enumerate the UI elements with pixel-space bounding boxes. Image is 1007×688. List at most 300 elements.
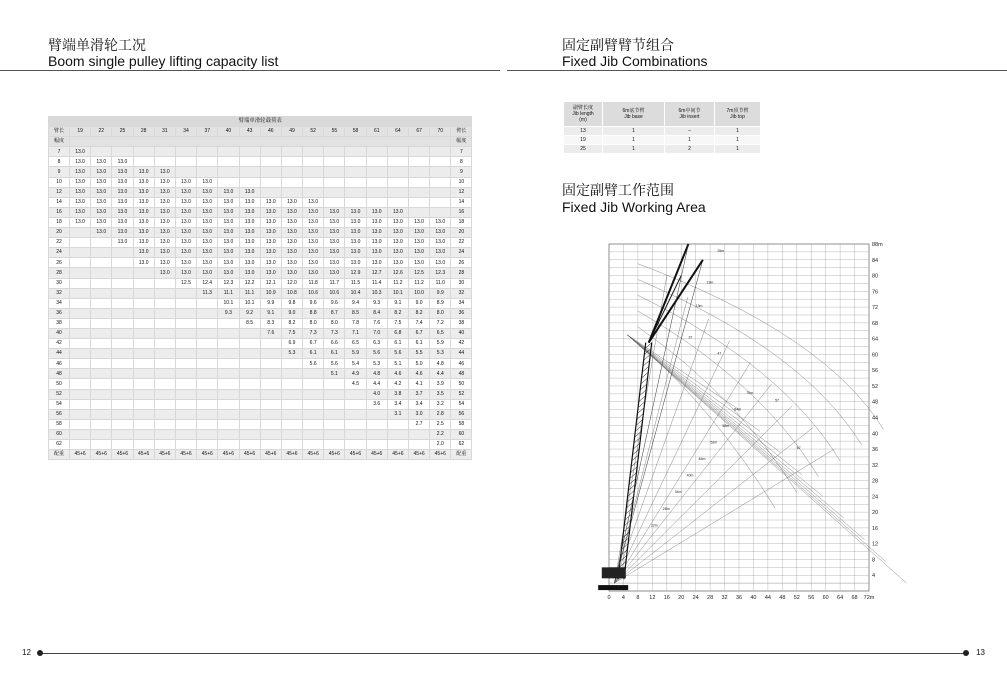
capacity-cell: 13.0 bbox=[239, 197, 260, 207]
y-tick-label: 52 bbox=[872, 383, 879, 390]
boom-length-header: 55 bbox=[324, 127, 345, 137]
capacity-cell: 9.3 bbox=[366, 298, 387, 308]
capacity-cell: 6.5 bbox=[430, 328, 451, 338]
capacity-cell: 12.1 bbox=[260, 278, 281, 288]
capacity-cell: 13.0 bbox=[218, 268, 239, 278]
capacity-cell: 9.3 bbox=[218, 308, 239, 318]
capacity-cell: 4.6 bbox=[409, 369, 430, 379]
radius-cell-right: 48 bbox=[451, 369, 472, 379]
capacity-cell: 12.2 bbox=[239, 278, 260, 288]
capacity-cell: 13.0 bbox=[133, 197, 154, 207]
capacity-cell: 13.0 bbox=[345, 258, 366, 268]
radius-cell: 56 bbox=[49, 409, 70, 419]
capacity-cell: 13.0 bbox=[409, 258, 430, 268]
capacity-cell: 13.0 bbox=[70, 187, 91, 197]
capacity-cell: 13.0 bbox=[197, 228, 218, 238]
capacity-cell: 13.0 bbox=[345, 228, 366, 238]
x-tick-label: 36 bbox=[735, 595, 743, 601]
boom-length-header: 46 bbox=[260, 127, 281, 137]
capacity-cell: 13.0 bbox=[154, 258, 175, 268]
capacity-cell: 13.0 bbox=[281, 238, 302, 248]
capacity-cell: 9.0 bbox=[409, 298, 430, 308]
x-tick-label: 44 bbox=[764, 595, 771, 601]
boom-length-label: 46m bbox=[698, 457, 706, 462]
capacity-cell: 13.0 bbox=[430, 258, 451, 268]
capacity-cell: 13.0 bbox=[112, 187, 133, 197]
capacity-cell: 11.1 bbox=[239, 288, 260, 298]
capacity-cell: 3.6 bbox=[366, 399, 387, 409]
capacity-cell: 12.3 bbox=[218, 278, 239, 288]
boom-length-header: 49 bbox=[281, 127, 302, 137]
config-cell: 45+6 bbox=[387, 450, 408, 460]
x-tick-label: 28 bbox=[707, 595, 714, 601]
y-tick-label: 4 bbox=[872, 573, 876, 580]
capacity-cell: 6.1 bbox=[303, 349, 324, 359]
x-tick-label: 0 bbox=[607, 595, 611, 601]
capacity-cell: 13.0 bbox=[260, 248, 281, 258]
radius-cell-right: 12 bbox=[451, 187, 472, 197]
config-label: 配重 bbox=[49, 450, 70, 460]
capacity-cell: 4.8 bbox=[430, 359, 451, 369]
capacity-cell: 13.0 bbox=[303, 258, 324, 268]
y-tick-label: 8 bbox=[872, 557, 876, 564]
capacity-cell: 7.0 bbox=[366, 328, 387, 338]
capacity-cell: 11.5 bbox=[345, 278, 366, 288]
config-cell: 45+6 bbox=[91, 450, 112, 460]
header-line: (m) bbox=[579, 117, 587, 123]
capacity-cell: 13.0 bbox=[112, 207, 133, 217]
capacity-cell: 13.0 bbox=[91, 177, 112, 187]
capacity-cell: 8.2 bbox=[409, 308, 430, 318]
capacity-cell: 8.5 bbox=[239, 318, 260, 328]
capacity-cell: 2.8 bbox=[430, 409, 451, 419]
capacity-cell: 9.4 bbox=[345, 298, 366, 308]
radius-cell-right: 36 bbox=[451, 308, 472, 318]
boom-length-header: 22 bbox=[91, 127, 112, 137]
capacity-cell: 7.3 bbox=[303, 328, 324, 338]
capacity-cell: 13.0 bbox=[430, 217, 451, 227]
x-tick-label: 20 bbox=[678, 595, 685, 601]
x-tick-label: 32 bbox=[721, 595, 728, 601]
capacity-cell: 13.0 bbox=[260, 197, 281, 207]
capacity-cell: 13.0 bbox=[175, 187, 196, 197]
capacity-cell: 13.0 bbox=[133, 167, 154, 177]
jib-table-cell: 19 bbox=[564, 136, 603, 145]
capacity-cell: 13.0 bbox=[133, 187, 154, 197]
capacity-cell: 13.0 bbox=[239, 217, 260, 227]
capacity-cell: 13.0 bbox=[239, 268, 260, 278]
capacity-cell: 4.5 bbox=[345, 379, 366, 389]
capacity-cell: 13.0 bbox=[154, 228, 175, 238]
boom-length-header: 37 bbox=[197, 127, 218, 137]
capacity-cell: 13.0 bbox=[91, 217, 112, 227]
radius-cell: 7 bbox=[49, 147, 70, 157]
config-cell: 45+6 bbox=[324, 450, 345, 460]
jib-table-cell: 1 bbox=[715, 127, 761, 136]
boom-length-label: 64m bbox=[734, 407, 742, 412]
capacity-cell: 13.0 bbox=[303, 238, 324, 248]
capacity-cell: 8.0 bbox=[430, 308, 451, 318]
capacity-cell: 13.0 bbox=[345, 248, 366, 258]
capacity-cell: 13.0 bbox=[281, 268, 302, 278]
capacity-cell: 13.0 bbox=[197, 197, 218, 207]
capacity-cell: 13.0 bbox=[175, 177, 196, 187]
radius-cell: 48 bbox=[49, 369, 70, 379]
capacity-cell: 13.0 bbox=[133, 217, 154, 227]
boom-length-header: 28 bbox=[133, 127, 154, 137]
config-cell: 45+6 bbox=[281, 450, 302, 460]
x-tick-label: 60 bbox=[822, 595, 829, 601]
capacity-cell: 9.6 bbox=[324, 298, 345, 308]
capacity-cell: 4.2 bbox=[387, 379, 408, 389]
capacity-cell: 12.6 bbox=[387, 268, 408, 278]
capacity-cell: 13.0 bbox=[239, 187, 260, 197]
capacity-cell: 13.0 bbox=[70, 167, 91, 177]
capacity-cell: 5.6 bbox=[387, 349, 408, 359]
radius-cell: 10 bbox=[49, 177, 70, 187]
capacity-cell: 13.0 bbox=[112, 197, 133, 207]
y-tick-label: 48 bbox=[872, 399, 879, 406]
jib-table-cell: 25 bbox=[564, 145, 603, 154]
capacity-cell: 6.5 bbox=[345, 339, 366, 349]
capacity-cell: 10.6 bbox=[324, 288, 345, 298]
capacity-cell: 13.0 bbox=[387, 207, 408, 217]
capacity-cell: 13.0 bbox=[218, 238, 239, 248]
capacity-cell: 10.4 bbox=[345, 288, 366, 298]
radius-cell-right: 32 bbox=[451, 288, 472, 298]
radius-cell-right: 62 bbox=[451, 440, 472, 450]
capacity-cell: 9.8 bbox=[281, 298, 302, 308]
radius-cell: 20 bbox=[49, 228, 70, 238]
capacity-cell: 13.0 bbox=[239, 248, 260, 258]
radius-cell-right: 26 bbox=[451, 258, 472, 268]
capacity-cell: 13.0 bbox=[366, 248, 387, 258]
radius-cell-right: 22 bbox=[451, 238, 472, 248]
capacity-cell: 11.1 bbox=[218, 288, 239, 298]
capacity-cell: 13.0 bbox=[430, 248, 451, 258]
header-line: 副臂长度 bbox=[572, 105, 593, 111]
capacity-cell: 9.1 bbox=[260, 308, 281, 318]
radius-cell: 30 bbox=[49, 278, 70, 288]
y-tick-label: 80 bbox=[872, 273, 879, 280]
capacity-cell: 13.0 bbox=[303, 248, 324, 258]
x-tick-label: 64 bbox=[837, 595, 844, 601]
capacity-cell: 13.0 bbox=[260, 228, 281, 238]
capacity-cell: 5.3 bbox=[430, 349, 451, 359]
y-tick-label: 40 bbox=[872, 431, 879, 438]
capacity-cell: 3.7 bbox=[409, 389, 430, 399]
capacity-cell: 13.0 bbox=[281, 197, 302, 207]
capacity-cell: 4.4 bbox=[366, 379, 387, 389]
jib-length-label: 13m bbox=[695, 304, 703, 309]
capacity-cell: 13.0 bbox=[324, 238, 345, 248]
radius-cell: 26 bbox=[49, 258, 70, 268]
capacity-cell: 13.0 bbox=[303, 197, 324, 207]
boom-length-header: 52 bbox=[303, 127, 324, 137]
capacity-cell: 13.0 bbox=[260, 238, 281, 248]
y-tick-label: 88m bbox=[872, 242, 883, 248]
header-line: Jib top bbox=[730, 114, 745, 120]
capacity-cell: 13.0 bbox=[366, 258, 387, 268]
range-line bbox=[614, 449, 834, 583]
capacity-cell: 13.0 bbox=[281, 217, 302, 227]
capacity-cell: 13.0 bbox=[112, 167, 133, 177]
capacity-cell: 13.0 bbox=[197, 248, 218, 258]
capacity-cell: 11.2 bbox=[409, 278, 430, 288]
area-title-en: Fixed Jib Working Area bbox=[562, 199, 706, 215]
radius-cell-right: 30 bbox=[451, 278, 472, 288]
capacity-cell: 13.0 bbox=[91, 197, 112, 207]
capacity-cell: 11.4 bbox=[366, 278, 387, 288]
y-tick-label: 32 bbox=[872, 462, 879, 469]
capacity-cell: 5.6 bbox=[303, 359, 324, 369]
radius-cell-right: 56 bbox=[451, 409, 472, 419]
capacity-cell: 13.0 bbox=[260, 217, 281, 227]
radius-cell-right: 58 bbox=[451, 419, 472, 429]
capacity-cell: 13.0 bbox=[154, 207, 175, 217]
y-tick-label: 60 bbox=[872, 352, 879, 359]
radius-cell: 44 bbox=[49, 349, 70, 359]
radius-cell: 16 bbox=[49, 207, 70, 217]
capacity-cell: 3.4 bbox=[387, 399, 408, 409]
capacity-cell: 13.0 bbox=[112, 217, 133, 227]
x-tick-label: 52 bbox=[793, 595, 800, 601]
radius-cell-right: 28 bbox=[451, 268, 472, 278]
y-tick-label: 84 bbox=[872, 257, 879, 264]
capacity-cell: 9.1 bbox=[387, 298, 408, 308]
config-cell: 45+6 bbox=[218, 450, 239, 460]
capacity-cell: 6.9 bbox=[281, 339, 302, 349]
capacity-cell: 13.0 bbox=[260, 258, 281, 268]
radius-cell: 8 bbox=[49, 157, 70, 167]
radius-cell: 38 bbox=[49, 318, 70, 328]
capacity-cell: 11.3 bbox=[197, 288, 218, 298]
radius-cell-right: 10 bbox=[451, 177, 472, 187]
capacity-cell: 9.6 bbox=[303, 298, 324, 308]
capacity-cell: 13.0 bbox=[175, 248, 196, 258]
config-cell: 45+6 bbox=[197, 450, 218, 460]
capacity-cell: 13.0 bbox=[197, 217, 218, 227]
capacity-cell: 13.0 bbox=[409, 228, 430, 238]
capacity-cell: 5.9 bbox=[430, 339, 451, 349]
boom-length-label: 22m bbox=[650, 523, 658, 528]
capacity-cell: 13.0 bbox=[175, 238, 196, 248]
capacity-cell: 13.0 bbox=[133, 238, 154, 248]
capacity-cell: 13.0 bbox=[218, 187, 239, 197]
footer-dot-right bbox=[963, 650, 969, 656]
capacity-cell: 4.9 bbox=[345, 369, 366, 379]
radius-cell-right: 44 bbox=[451, 349, 472, 359]
config-cell: 45+6 bbox=[70, 450, 91, 460]
config-cell: 45+6 bbox=[366, 450, 387, 460]
capacity-cell: 13.0 bbox=[218, 197, 239, 207]
boom-length-header: 58 bbox=[345, 127, 366, 137]
radius-label-right: 幅度 bbox=[451, 137, 472, 147]
radius-cell: 28 bbox=[49, 268, 70, 278]
capacity-cell: 13.0 bbox=[154, 248, 175, 258]
boom-length-header: 25 bbox=[112, 127, 133, 137]
capacity-cell: 13.0 bbox=[239, 228, 260, 238]
capacity-cell: 8.8 bbox=[303, 308, 324, 318]
capacity-cell: 8.3 bbox=[260, 318, 281, 328]
radius-cell-right: 16 bbox=[451, 207, 472, 217]
capacity-cell: 10.8 bbox=[281, 288, 302, 298]
jib-table-cell: 1 bbox=[665, 136, 715, 145]
y-tick-label: 44 bbox=[872, 415, 879, 422]
capacity-cell: 13.0 bbox=[70, 207, 91, 217]
radius-cell: 46 bbox=[49, 359, 70, 369]
capacity-cell: 13.0 bbox=[133, 248, 154, 258]
boom-length-header: 43 bbox=[239, 127, 260, 137]
capacity-cell: 13.0 bbox=[324, 268, 345, 278]
capacity-cell: 13.0 bbox=[154, 217, 175, 227]
config-cell: 45+6 bbox=[239, 450, 260, 460]
y-tick-label: 68 bbox=[872, 320, 879, 327]
capacity-cell: 13.0 bbox=[133, 258, 154, 268]
capacity-cell: 13.0 bbox=[218, 217, 239, 227]
capacity-cell: 3.4 bbox=[409, 399, 430, 409]
arc-label: 47 bbox=[717, 351, 722, 356]
arc-label: 37 bbox=[688, 335, 693, 340]
config-cell: 45+6 bbox=[260, 450, 281, 460]
radius-label: 幅度 bbox=[49, 137, 70, 147]
capacity-cell: 3.9 bbox=[430, 379, 451, 389]
capacity-cell: 13.0 bbox=[91, 157, 112, 167]
capacity-cell: 10.1 bbox=[218, 298, 239, 308]
boom-length-header: 19 bbox=[70, 127, 91, 137]
radius-cell-right: 52 bbox=[451, 389, 472, 399]
capacity-cell: 8.2 bbox=[387, 308, 408, 318]
capacity-cell: 13.0 bbox=[218, 207, 239, 217]
capacity-cell: 13.0 bbox=[324, 258, 345, 268]
radius-cell: 60 bbox=[49, 429, 70, 439]
y-tick-label: 76 bbox=[872, 289, 879, 296]
x-tick-label: 48 bbox=[779, 595, 786, 601]
capacity-cell: 13.0 bbox=[175, 197, 196, 207]
capacity-cell: 13.0 bbox=[91, 167, 112, 177]
capacity-cell: 4.1 bbox=[409, 379, 430, 389]
radius-cell-right: 7 bbox=[451, 147, 472, 157]
capacity-cell: 13.0 bbox=[366, 228, 387, 238]
boom-length-label: 70m bbox=[746, 390, 754, 395]
range-line bbox=[614, 427, 813, 583]
capacity-cell: 13.0 bbox=[197, 258, 218, 268]
capacity-cell: 4.8 bbox=[366, 369, 387, 379]
capacity-cell: 10.0 bbox=[409, 288, 430, 298]
capacity-cell: 13.0 bbox=[387, 217, 408, 227]
range-line bbox=[627, 335, 823, 497]
capacity-cell: 5.1 bbox=[387, 359, 408, 369]
capacity-cell: 13.0 bbox=[70, 177, 91, 187]
boom-length-header: 40 bbox=[218, 127, 239, 137]
area-title-cn: 固定副臂工作范围 bbox=[562, 183, 674, 199]
capacity-cell: 3.2 bbox=[430, 399, 451, 409]
header-line: Jib base bbox=[624, 114, 643, 120]
capacity-cell: 12.4 bbox=[197, 278, 218, 288]
radius-cell: 12 bbox=[49, 187, 70, 197]
capacity-cell: 13.0 bbox=[303, 217, 324, 227]
capacity-cell: 13.0 bbox=[239, 258, 260, 268]
capacity-cell: 13.0 bbox=[175, 268, 196, 278]
capacity-cell: 6.8 bbox=[387, 328, 408, 338]
capacity-cell: 13.0 bbox=[281, 248, 302, 258]
capacity-cell: 9.2 bbox=[239, 308, 260, 318]
capacity-cell: 13.0 bbox=[133, 228, 154, 238]
config-cell: 45+6 bbox=[303, 450, 324, 460]
config-label-right: 配重 bbox=[451, 450, 472, 460]
capacity-cell: 13.0 bbox=[324, 217, 345, 227]
capacity-cell: 13.0 bbox=[154, 238, 175, 248]
x-tick-label: 24 bbox=[692, 595, 699, 601]
capacity-cell: 9.9 bbox=[260, 298, 281, 308]
capacity-cell: 2.2 bbox=[430, 429, 451, 439]
capacity-cell: 13.0 bbox=[260, 268, 281, 278]
capacity-cell: 8.7 bbox=[324, 308, 345, 318]
jib-length-label: 25m bbox=[717, 248, 725, 253]
capacity-cell: 12.9 bbox=[345, 268, 366, 278]
jib-table-cell: 1 bbox=[603, 145, 665, 154]
capacity-cell: 13.0 bbox=[239, 238, 260, 248]
capacity-cell: 13.0 bbox=[175, 228, 196, 238]
radius-cell: 24 bbox=[49, 248, 70, 258]
right-title-cn: 固定副臂臂节组合 bbox=[562, 38, 674, 54]
capacity-cell: 6.7 bbox=[409, 328, 430, 338]
capacity-cell: 5.9 bbox=[345, 349, 366, 359]
boom-length-label: 40m bbox=[686, 473, 694, 478]
radius-cell-right: 38 bbox=[451, 318, 472, 328]
y-tick-label: 36 bbox=[872, 447, 879, 454]
radius-cell: 42 bbox=[49, 339, 70, 349]
capacity-cell: 11.0 bbox=[430, 278, 451, 288]
footer-dot-left bbox=[37, 650, 43, 656]
radius-cell: 50 bbox=[49, 379, 70, 389]
capacity-cell: 13.0 bbox=[281, 228, 302, 238]
capacity-cell: 13.0 bbox=[197, 238, 218, 248]
boom-length-header: 31 bbox=[154, 127, 175, 137]
capacity-cell: 10.6 bbox=[303, 288, 324, 298]
header-line: 7m顶节臂 bbox=[726, 108, 749, 114]
capacity-cell: 13.0 bbox=[387, 248, 408, 258]
capacity-cell: 6.1 bbox=[324, 349, 345, 359]
capacity-table-caption: 臂端单滑轮载荷表 bbox=[49, 117, 472, 127]
x-tick-label: 56 bbox=[808, 595, 815, 601]
radius-cell: 34 bbox=[49, 298, 70, 308]
capacity-cell: 13.0 bbox=[70, 157, 91, 167]
page-number-right: 13 bbox=[976, 648, 985, 657]
radius-cell-right: 54 bbox=[451, 399, 472, 409]
radius-cell: 52 bbox=[49, 389, 70, 399]
capacity-cell: 13.0 bbox=[387, 258, 408, 268]
radius-cell-right: 8 bbox=[451, 157, 472, 167]
boom-length-label: 34m bbox=[674, 490, 682, 495]
boom-length-label: 58m bbox=[722, 423, 730, 428]
capacity-cell: 8.0 bbox=[303, 318, 324, 328]
capacity-cell: 13.0 bbox=[218, 258, 239, 268]
crane-body bbox=[602, 567, 626, 578]
capacity-cell: 8.9 bbox=[430, 298, 451, 308]
capacity-cell: 7.5 bbox=[281, 328, 302, 338]
corner-label: 臂长 bbox=[49, 127, 70, 137]
y-tick-label: 12 bbox=[872, 541, 879, 548]
jib-table-cell: – bbox=[665, 127, 715, 136]
capacity-cell: 13.0 bbox=[366, 238, 387, 248]
capacity-cell: 13.0 bbox=[409, 217, 430, 227]
capacity-cell: 13.0 bbox=[91, 207, 112, 217]
jib-table-cell: 1 bbox=[715, 136, 761, 145]
boom-length-label: 28m bbox=[662, 506, 670, 511]
x-tick-label: 68 bbox=[851, 595, 858, 601]
capacity-cell: 13.0 bbox=[197, 177, 218, 187]
